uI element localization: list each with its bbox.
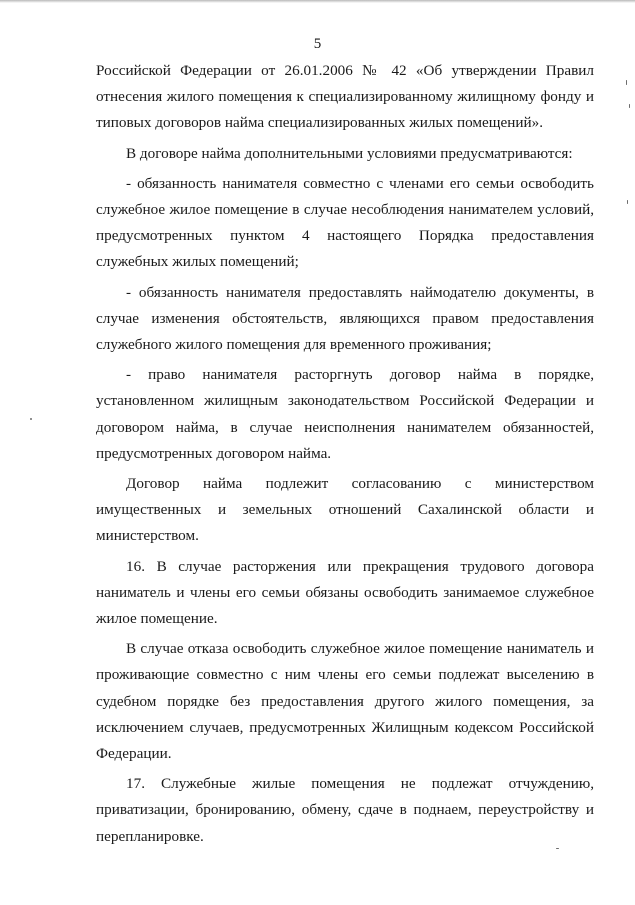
paragraph-clause-17: 17. Служебные жилые помещения не подлежат отчуждению, приватизации, бронированию, обмену, сдаче в поднаем, переустройству и перепланировке. (96, 775, 594, 845)
scan-top-edge (0, 0, 635, 3)
paragraph-eviction: В случае отказа освободить служебное жилое помещение наниматель и проживающие совместно с ним члены его семьи подлежат выселению в судебном порядке без предоставления другого жилого помещения, за исключением случаев, предусмотренных Жилищным кодексом Российской Федерации. (96, 640, 594, 763)
paragraph-additional-conditions-intro: В договоре найма дополнительными условиями предусматриваются: (126, 144, 573, 162)
paragraph-condition-vacate: - обязанность нанимателя совместно с членами его семьи освободить служебное жилое помещение в случае несоблюдения нанимателем условий, предусмотренных пунктом 4 настоящего Порядка предоставления служебных жилых помещений; (96, 174, 594, 271)
scan-speck (556, 848, 559, 849)
document-body (96, 58, 594, 854)
scan-speck (30, 418, 32, 420)
paragraph-condition-documents: - обязанность нанимателя предоставлять наймодателю документы, в случае изменения обстоятельств, являющихся правом предоставления служебного жилого помещения для временного проживания; (96, 283, 594, 354)
paragraph-contract-approval: Договор найма подлежит согласованию с министерством имущественных и земельных отношений Сахалинской области и министерством. (96, 475, 594, 545)
scan-speck (629, 104, 630, 108)
page-number: 5 (313, 36, 322, 52)
paragraph-regulation-reference: Российской Федерации от 26.01.2006 № 42 «Об утверждении Правил отнесения жилого помещения к специализированному жилищному фонду и типовых договоров найма специализированных жилых помещений». (96, 62, 594, 132)
paragraph-condition-termination-right: - право нанимателя расторгнуть договор найма в порядке, установленном жилищным законодательством Российской Федерации и договором найма, в случае неисполнения нанимателем обязанностей, предусмотренных договором найма. (96, 366, 594, 462)
paragraph-clause-16: 16. В случае расторжения или прекращения трудового договора наниматель и члены его семьи обязаны освободить занимаемое служебное жилое помещение. (96, 557, 594, 628)
scan-speck (627, 200, 628, 204)
scan-speck (626, 80, 627, 85)
